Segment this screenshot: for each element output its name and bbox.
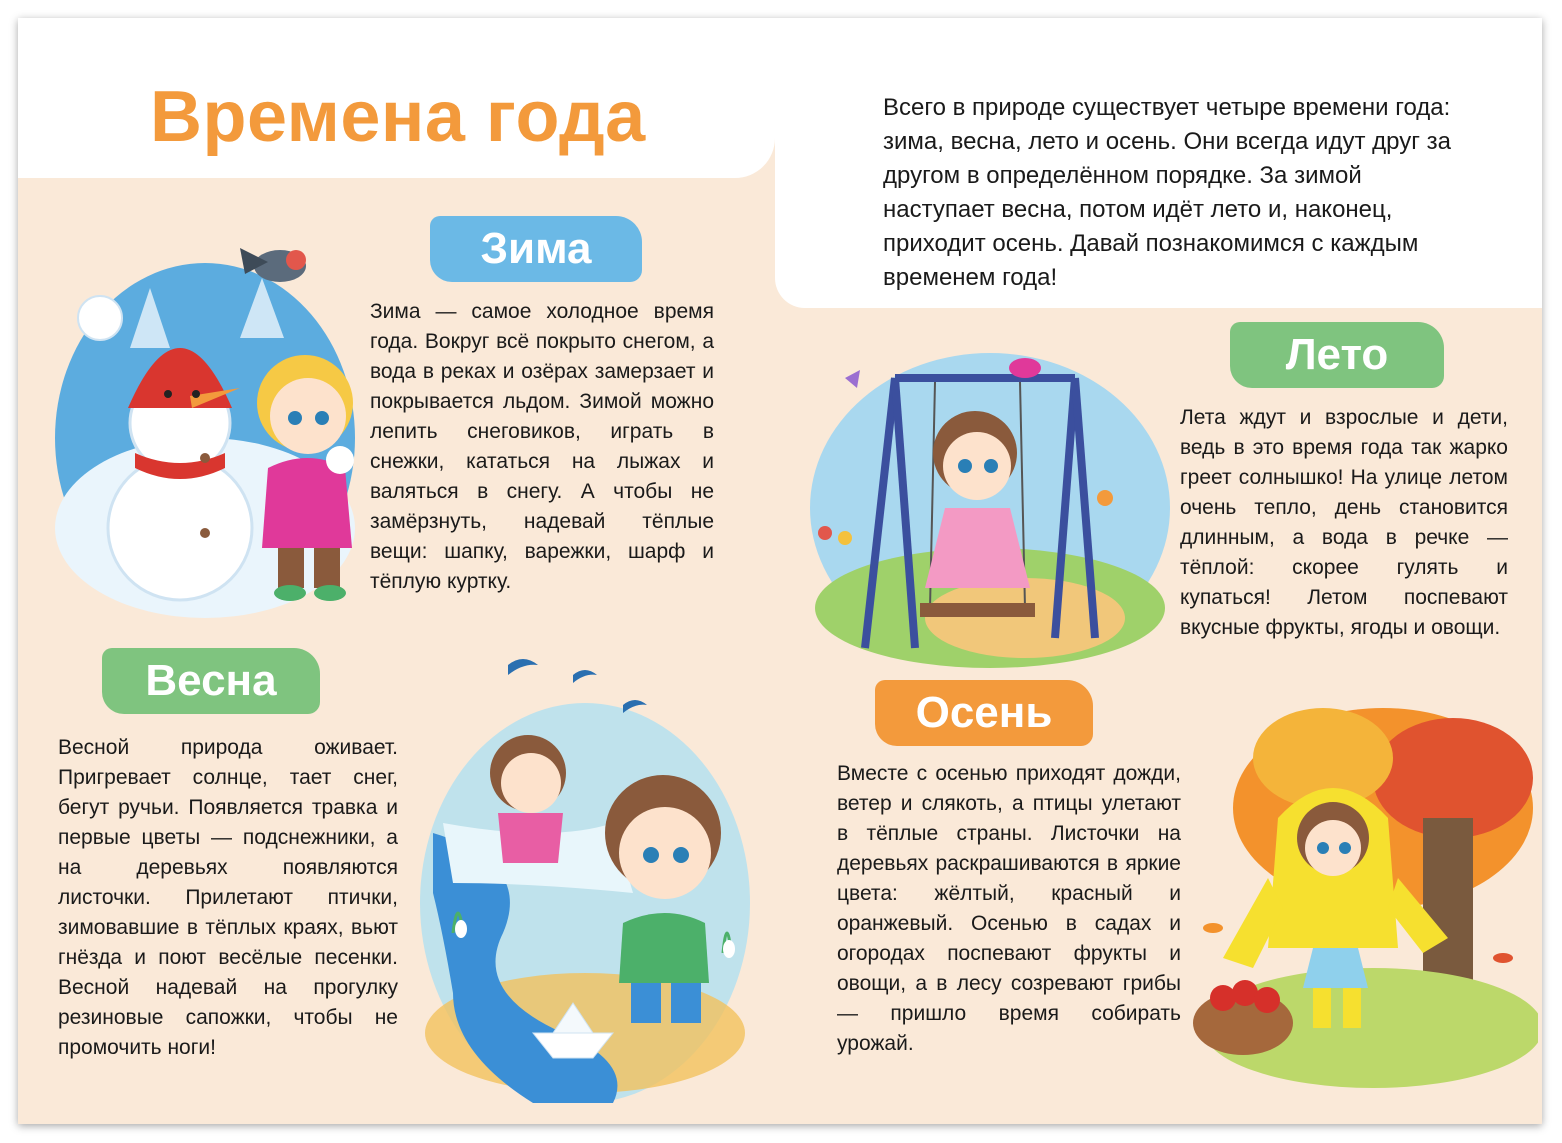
summer-illustration: [805, 348, 1175, 668]
winter-illustration: [40, 228, 370, 628]
autumn-illustration: [1183, 698, 1538, 1098]
right-page: [775, 18, 1542, 1124]
left-page: [18, 18, 775, 1124]
autumn-heading: Осень: [875, 680, 1093, 746]
page-title: Времена года: [150, 77, 646, 157]
spring-text: Весной природа оживает. Пригревает солнце, тает снег, бегут ручьи. Появляется травка и первые цветы — подснежники, а на деревьях появляются листочки. Прилетают птички, зимовавшие в тёплых краях, вьют гнёзда и поют весёлые песенки. Весной надевай на прогулку резиновые сапожки, чтобы не промочить ноги!: [58, 736, 398, 1059]
winter-heading: Зима: [430, 216, 642, 282]
spring-heading: Весна: [102, 648, 320, 714]
spring-illustration: [413, 633, 758, 1103]
intro-text: Всего в природе существует четыре времени года: зима, весна, лето и осень. Они всегда идут друг за другом в определённом порядке. За зимой наступает весна, потом идёт лето и, наконец, приходит осень. Давай познакомимся с каждым временем года!: [883, 94, 1451, 291]
book-spread: [18, 18, 1542, 1124]
autumn-text: Вместе с осенью приходят дожди, ветер и слякоть, а птицы улетают в тёплые страны. Листочки на деревьях раскрашиваются в яркие цвета: жёлтый, красный и оранжевый. Осенью в садах и огородах поспевают фрукты и овощи, а в лесу созревают грибы — пришло время собирать урожай.: [837, 762, 1181, 1055]
summer-text: Лета ждут и взрослые и дети, ведь в это время года так жарко греет солнышко! На улице летом очень тепло, день становится длинным, а вода в речке — тёплой: скорее гулять и купаться! Летом поспевают вкусные фрукты, ягоды и овощи.: [1180, 406, 1508, 639]
winter-text: Зима — самое холодное время года. Вокруг всё покрыто снегом, а вода в реках и озёрах замерзает и покрывается льдом. Зимой можно лепить снеговиков, играть в снежки, кататься на лыжах и валяться в снегу. А чтобы не замёрзнуть, надевай тёплые вещи: шапку, варежки, шарф и тёплую куртку.: [370, 300, 714, 593]
summer-heading: Лето: [1230, 322, 1444, 388]
